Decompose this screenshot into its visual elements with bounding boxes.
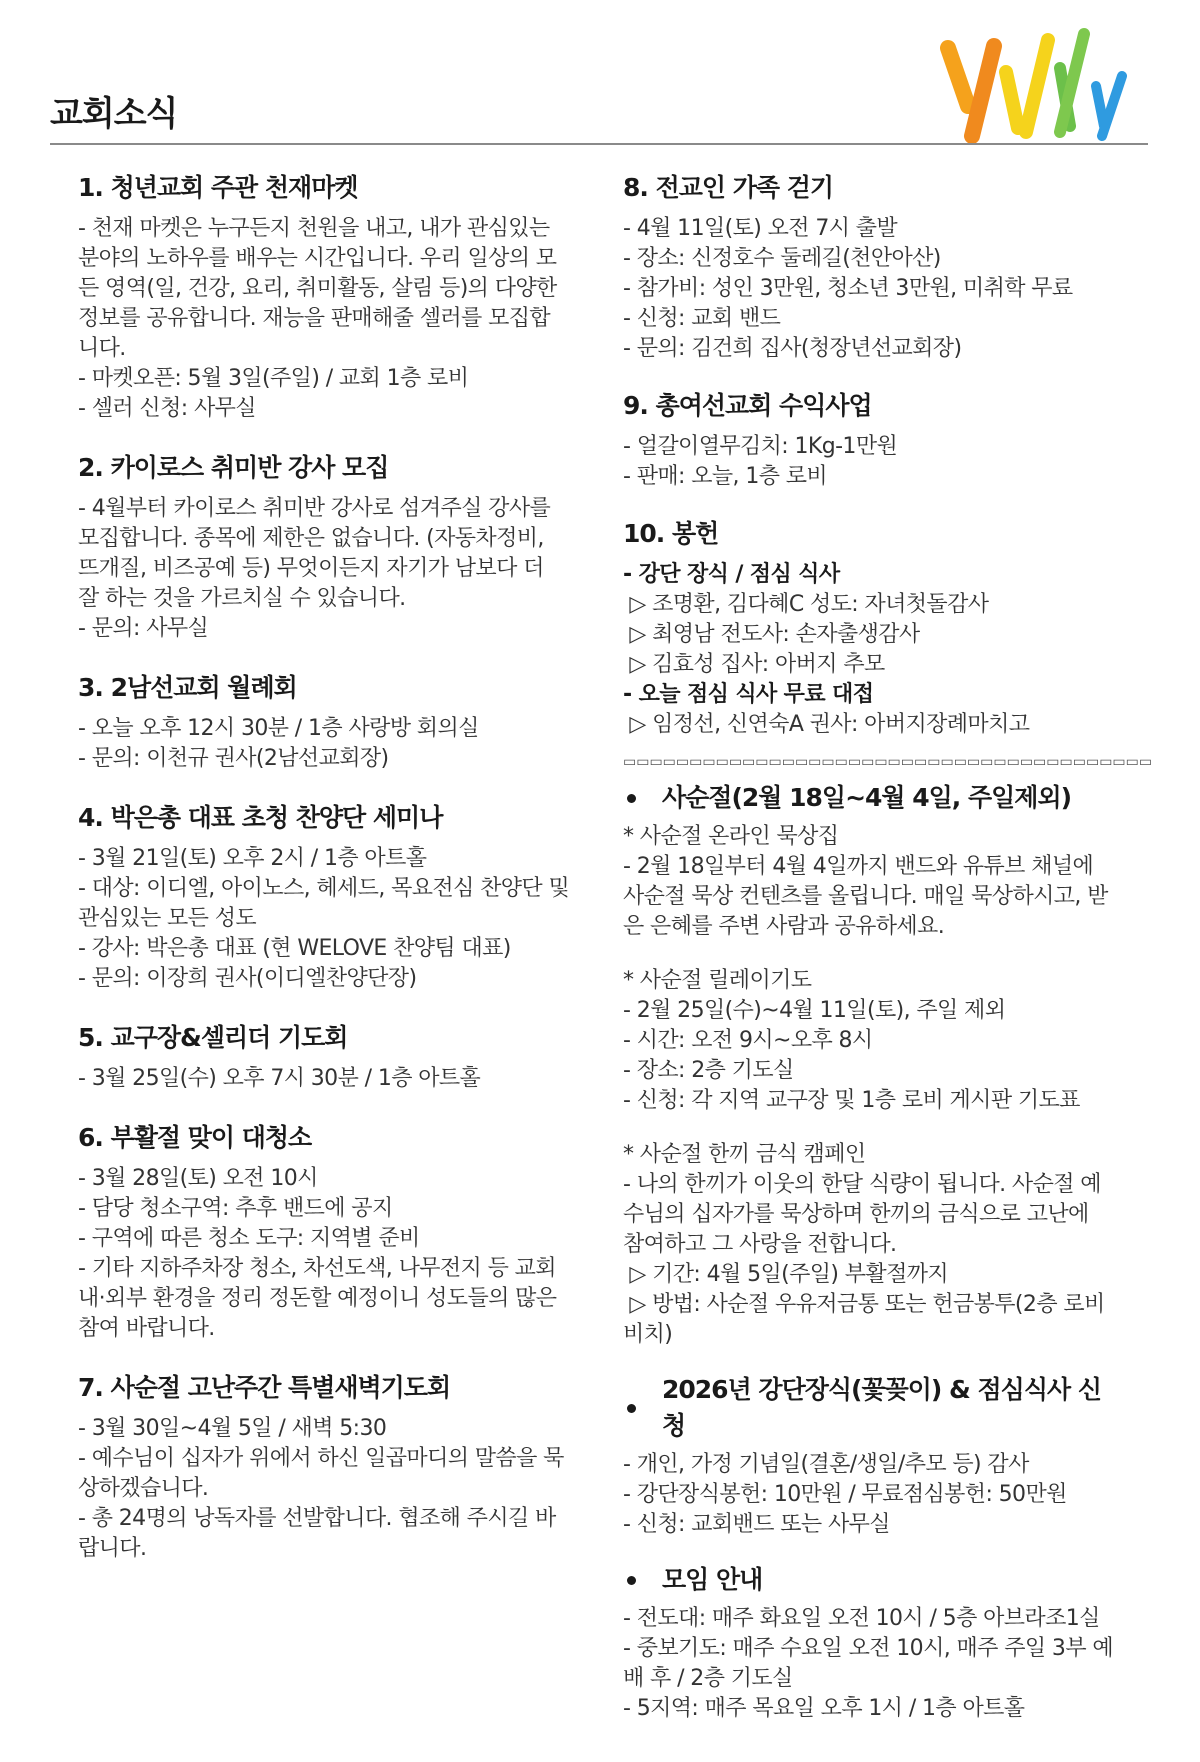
notice-line: 모집합니다. 종목에 제한은 없습니다. (자동차정비, bbox=[78, 526, 544, 551]
notice-line: - 오늘 오후 12시 30분 / 1층 사랑방 회의실 bbox=[78, 716, 479, 741]
notice-line: - 담당 청소구역: 추후 밴드에 공지 bbox=[78, 1196, 393, 1221]
notice-line: - 구역에 따른 청소 도구: 지역별 준비 bbox=[78, 1226, 420, 1251]
offering-subheading: - 강단 장식 / 점심 식사 bbox=[623, 562, 840, 587]
notice-line: 든 영역(일, 건강, 요리, 취미활동, 살림 등)의 다양한 bbox=[78, 276, 557, 301]
notice-line: - 전도대: 매주 화요일 오전 10시 / 5층 아브라조1실 bbox=[623, 1606, 1100, 1631]
notice-line: 배 후 / 2층 기도실 bbox=[623, 1666, 793, 1691]
spacer bbox=[623, 1116, 1123, 1140]
section-title: 4. 박은총 대표 초청 찬양단 세미나 bbox=[78, 803, 443, 832]
section-divider: ▭▭▭▭▭▭▭▭▭▭▭▭▭▭▭▭▭▭▭▭▭▭▭▭▭▭▭▭▭▭▭▭▭▭▭▭▭▭▭▭ bbox=[623, 754, 1153, 770]
section-title bbox=[623, 1372, 1123, 1444]
notice-section bbox=[623, 170, 1123, 364]
church-logo bbox=[936, 28, 1132, 148]
notice-line: - 문의: 이천규 권사(2남선교회장) bbox=[78, 746, 389, 771]
notice-line: 비치) bbox=[623, 1322, 673, 1347]
section-title: 10. 봉헌 bbox=[623, 519, 719, 548]
section-title bbox=[623, 1562, 1123, 1598]
bullet-icon bbox=[627, 1404, 636, 1413]
notice-line: - 장소: 신정호수 둘레길(천안아산) bbox=[623, 246, 941, 271]
notice-line: 니다. bbox=[78, 336, 126, 361]
notice-section bbox=[78, 800, 578, 994]
notice-line: - 신청: 각 지역 교구장 및 1층 로비 게시판 기도표 bbox=[623, 1088, 1080, 1113]
notice-section bbox=[623, 388, 1123, 492]
notice-line: - 문의: 사무실 bbox=[78, 616, 209, 641]
lent-section bbox=[623, 780, 1123, 1350]
meetings-section bbox=[623, 1562, 1123, 1724]
notice-line: - 참가비: 성인 3만원, 청소년 3만원, 미취학 무료 bbox=[623, 276, 1073, 301]
notice-line: - 장소: 2층 기도실 bbox=[623, 1058, 794, 1083]
notice-line: - 2월 25일(수)~4월 11일(토), 주일 제외 bbox=[623, 998, 1006, 1023]
notice-section bbox=[78, 1020, 578, 1094]
section-title bbox=[623, 780, 1123, 816]
notice-line: - 4월 11일(토) 오전 7시 출발 bbox=[623, 216, 898, 241]
notice-line: 사순절 묵상 컨텐츠를 올립니다. 매일 묵상하시고, 받 bbox=[623, 884, 1108, 909]
notice-line: - 3월 28일(토) 오전 10시 bbox=[78, 1166, 318, 1191]
bullet-icon bbox=[627, 794, 636, 803]
notice-section bbox=[78, 450, 578, 644]
notice-line: - 시간: 오전 9시~오후 8시 bbox=[623, 1028, 873, 1053]
section-title-text: 모임 안내 bbox=[662, 1565, 763, 1594]
notice-line: - 천재 마켓은 누구든지 천원을 내고, 내가 관심있는 bbox=[78, 216, 550, 241]
notice-line: 수님의 십자가를 묵상하며 한끼의 금식으로 고난에 bbox=[623, 1202, 1089, 1227]
section-title: 8. 전교인 가족 걷기 bbox=[623, 173, 834, 202]
notice-line: - 총 24명의 낭독자를 선발합니다. 협조해 주시길 바 bbox=[78, 1506, 556, 1531]
notice-line: - 대상: 이디엘, 아이노스, 헤세드, 목요전심 찬양단 및 bbox=[78, 876, 570, 901]
notice-line: - 2월 18일부터 4월 4일까지 밴드와 유튜브 채널에 bbox=[623, 854, 1094, 879]
notice-line: 상하겠습니다. bbox=[78, 1476, 209, 1501]
notice-line: 랍니다. bbox=[78, 1536, 147, 1561]
notice-line: - 예수님이 십자가 위에서 하신 일곱마디의 말씀을 묵 bbox=[78, 1446, 564, 1471]
notice-line: - 마켓오픈: 5월 3일(주일) / 교회 1층 로비 bbox=[78, 366, 469, 391]
notice-line: - 4월부터 카이로스 취미반 강사로 섬겨주실 강사를 bbox=[78, 496, 551, 521]
section-title-text: 2026년 강단장식(꽃꽂이) & 점심식사 신청 bbox=[661, 1375, 1101, 1440]
notice-section bbox=[78, 1120, 578, 1344]
notice-line: - 개인, 가정 기념일(결혼/생일/추모 등) 감사 bbox=[623, 1452, 1029, 1477]
notice-line: - 강사: 박은총 대표 (현 WELOVE 찬양팀 대표) bbox=[78, 936, 511, 961]
section-title: 6. 부활절 맞이 대청소 bbox=[78, 1123, 312, 1152]
section-title-text: 사순절(2월 18일~4월 4일, 주일제외) bbox=[662, 783, 1072, 812]
notice-line: - 3월 25일(수) 오후 7시 30분 / 1층 아트홀 bbox=[78, 1066, 481, 1091]
notice-line: - 판매: 오늘, 1층 로비 bbox=[623, 464, 828, 489]
notice-line: 정보를 공유합니다. 재능을 판매해줄 셀러를 모집합 bbox=[78, 306, 551, 331]
notice-line: - 얼갈이열무김치: 1Kg-1만원 bbox=[623, 434, 898, 459]
notice-line: - 셀러 신청: 사무실 bbox=[78, 396, 256, 421]
notice-line: 은 은혜를 주변 사람과 공유하세요. bbox=[623, 914, 945, 939]
notice-line: - 강단장식봉헌: 10만원 / 무료점심봉헌: 50만원 bbox=[623, 1482, 1067, 1507]
page-title: 교회소식 bbox=[50, 94, 178, 134]
offering-section bbox=[623, 516, 1123, 740]
notice-line: - 신청: 교회 밴드 bbox=[623, 306, 781, 331]
notice-line: - 나의 한끼가 이웃의 한달 식량이 됩니다. 사순절 예 bbox=[623, 1172, 1101, 1197]
notice-line: - 3월 21일(토) 오후 2시 / 1층 아트홀 bbox=[78, 846, 427, 871]
notice-line: - 신청: 교회밴드 또는 사무실 bbox=[623, 1512, 890, 1537]
notice-line: - 문의: 김건희 집사(청장년선교회장) bbox=[623, 336, 962, 361]
notice-line: ▷ 최영남 전도사: 손자출생감사 bbox=[623, 622, 920, 647]
notice-line: 잘 하는 것을 가르치실 수 있습니다. bbox=[78, 586, 406, 611]
notice-line: ▷ 방법: 사순절 우유저금통 또는 헌금봉투(2층 로비 bbox=[623, 1292, 1105, 1317]
notice-line: 내·외부 환경을 정리 정돈할 예정이니 성도들의 많은 bbox=[78, 1286, 557, 1311]
notice-line: * 사순절 온라인 묵상집 bbox=[623, 824, 839, 849]
flowers-section bbox=[623, 1372, 1123, 1540]
notice-line: - 문의: 이장희 권사(이디엘찬양단장) bbox=[78, 966, 417, 991]
notice-line: 관심있는 모든 성도 bbox=[78, 906, 257, 931]
notice-section bbox=[78, 670, 578, 774]
notice-line: 뜨개질, 비즈공예 등) 무엇이든지 자기가 남보다 더 bbox=[78, 556, 544, 581]
section-title: 3. 2남선교회 월례회 bbox=[78, 673, 297, 702]
notice-section bbox=[78, 170, 578, 424]
bullet-icon bbox=[627, 1576, 636, 1585]
notice-line: ▷ 임정선, 신연숙A 권사: 아버지장례마치고 bbox=[623, 712, 1030, 737]
notice-line: - 기타 지하주차장 청소, 차선도색, 나무전지 등 교회 bbox=[78, 1256, 556, 1281]
offering-subheading: - 오늘 점심 식사 무료 대접 bbox=[623, 682, 874, 707]
section-title: 7. 사순절 고난주간 특별새벽기도회 bbox=[78, 1373, 451, 1402]
spacer bbox=[623, 942, 1123, 966]
notice-line: - 5지역: 매주 목요일 오후 1시 / 1층 아트홀 bbox=[623, 1696, 1025, 1721]
section-title: 5. 교구장&셀리더 기도회 bbox=[78, 1023, 348, 1052]
notice-line: * 사순절 한끼 금식 캠페인 bbox=[623, 1142, 866, 1167]
header-divider bbox=[50, 143, 1148, 145]
notice-line: ▷ 조명환, 김다혜C 성도: 자녀첫돌감사 bbox=[623, 592, 989, 617]
notice-line: - 3월 30일~4월 5일 / 새벽 5:30 bbox=[78, 1416, 387, 1441]
section-title: 2. 카이로스 취미반 강사 모집 bbox=[78, 453, 389, 482]
notice-line: 참여하고 그 사랑을 전합니다. bbox=[623, 1232, 897, 1257]
section-title: 1. 청년교회 주관 천재마켓 bbox=[78, 173, 358, 202]
notice-line: ▷ 김효성 집사: 아버지 추모 bbox=[623, 652, 885, 677]
right-column bbox=[623, 170, 1153, 1724]
section-title: 9. 총여선교회 수익사업 bbox=[623, 391, 872, 420]
notice-line: 참여 바랍니다. bbox=[78, 1316, 215, 1341]
notice-line: - 중보기도: 매주 수요일 오전 10시, 매주 주일 3부 예 bbox=[623, 1636, 1114, 1661]
notice-line: 분야의 노하우를 배우는 시간입니다. 우리 일상의 모 bbox=[78, 246, 557, 271]
notice-line: * 사순절 릴레이기도 bbox=[623, 968, 812, 993]
left-column bbox=[78, 170, 578, 1564]
notice-section bbox=[78, 1370, 578, 1564]
notice-line: ▷ 기간: 4월 5일(주일) 부활절까지 bbox=[623, 1262, 949, 1287]
